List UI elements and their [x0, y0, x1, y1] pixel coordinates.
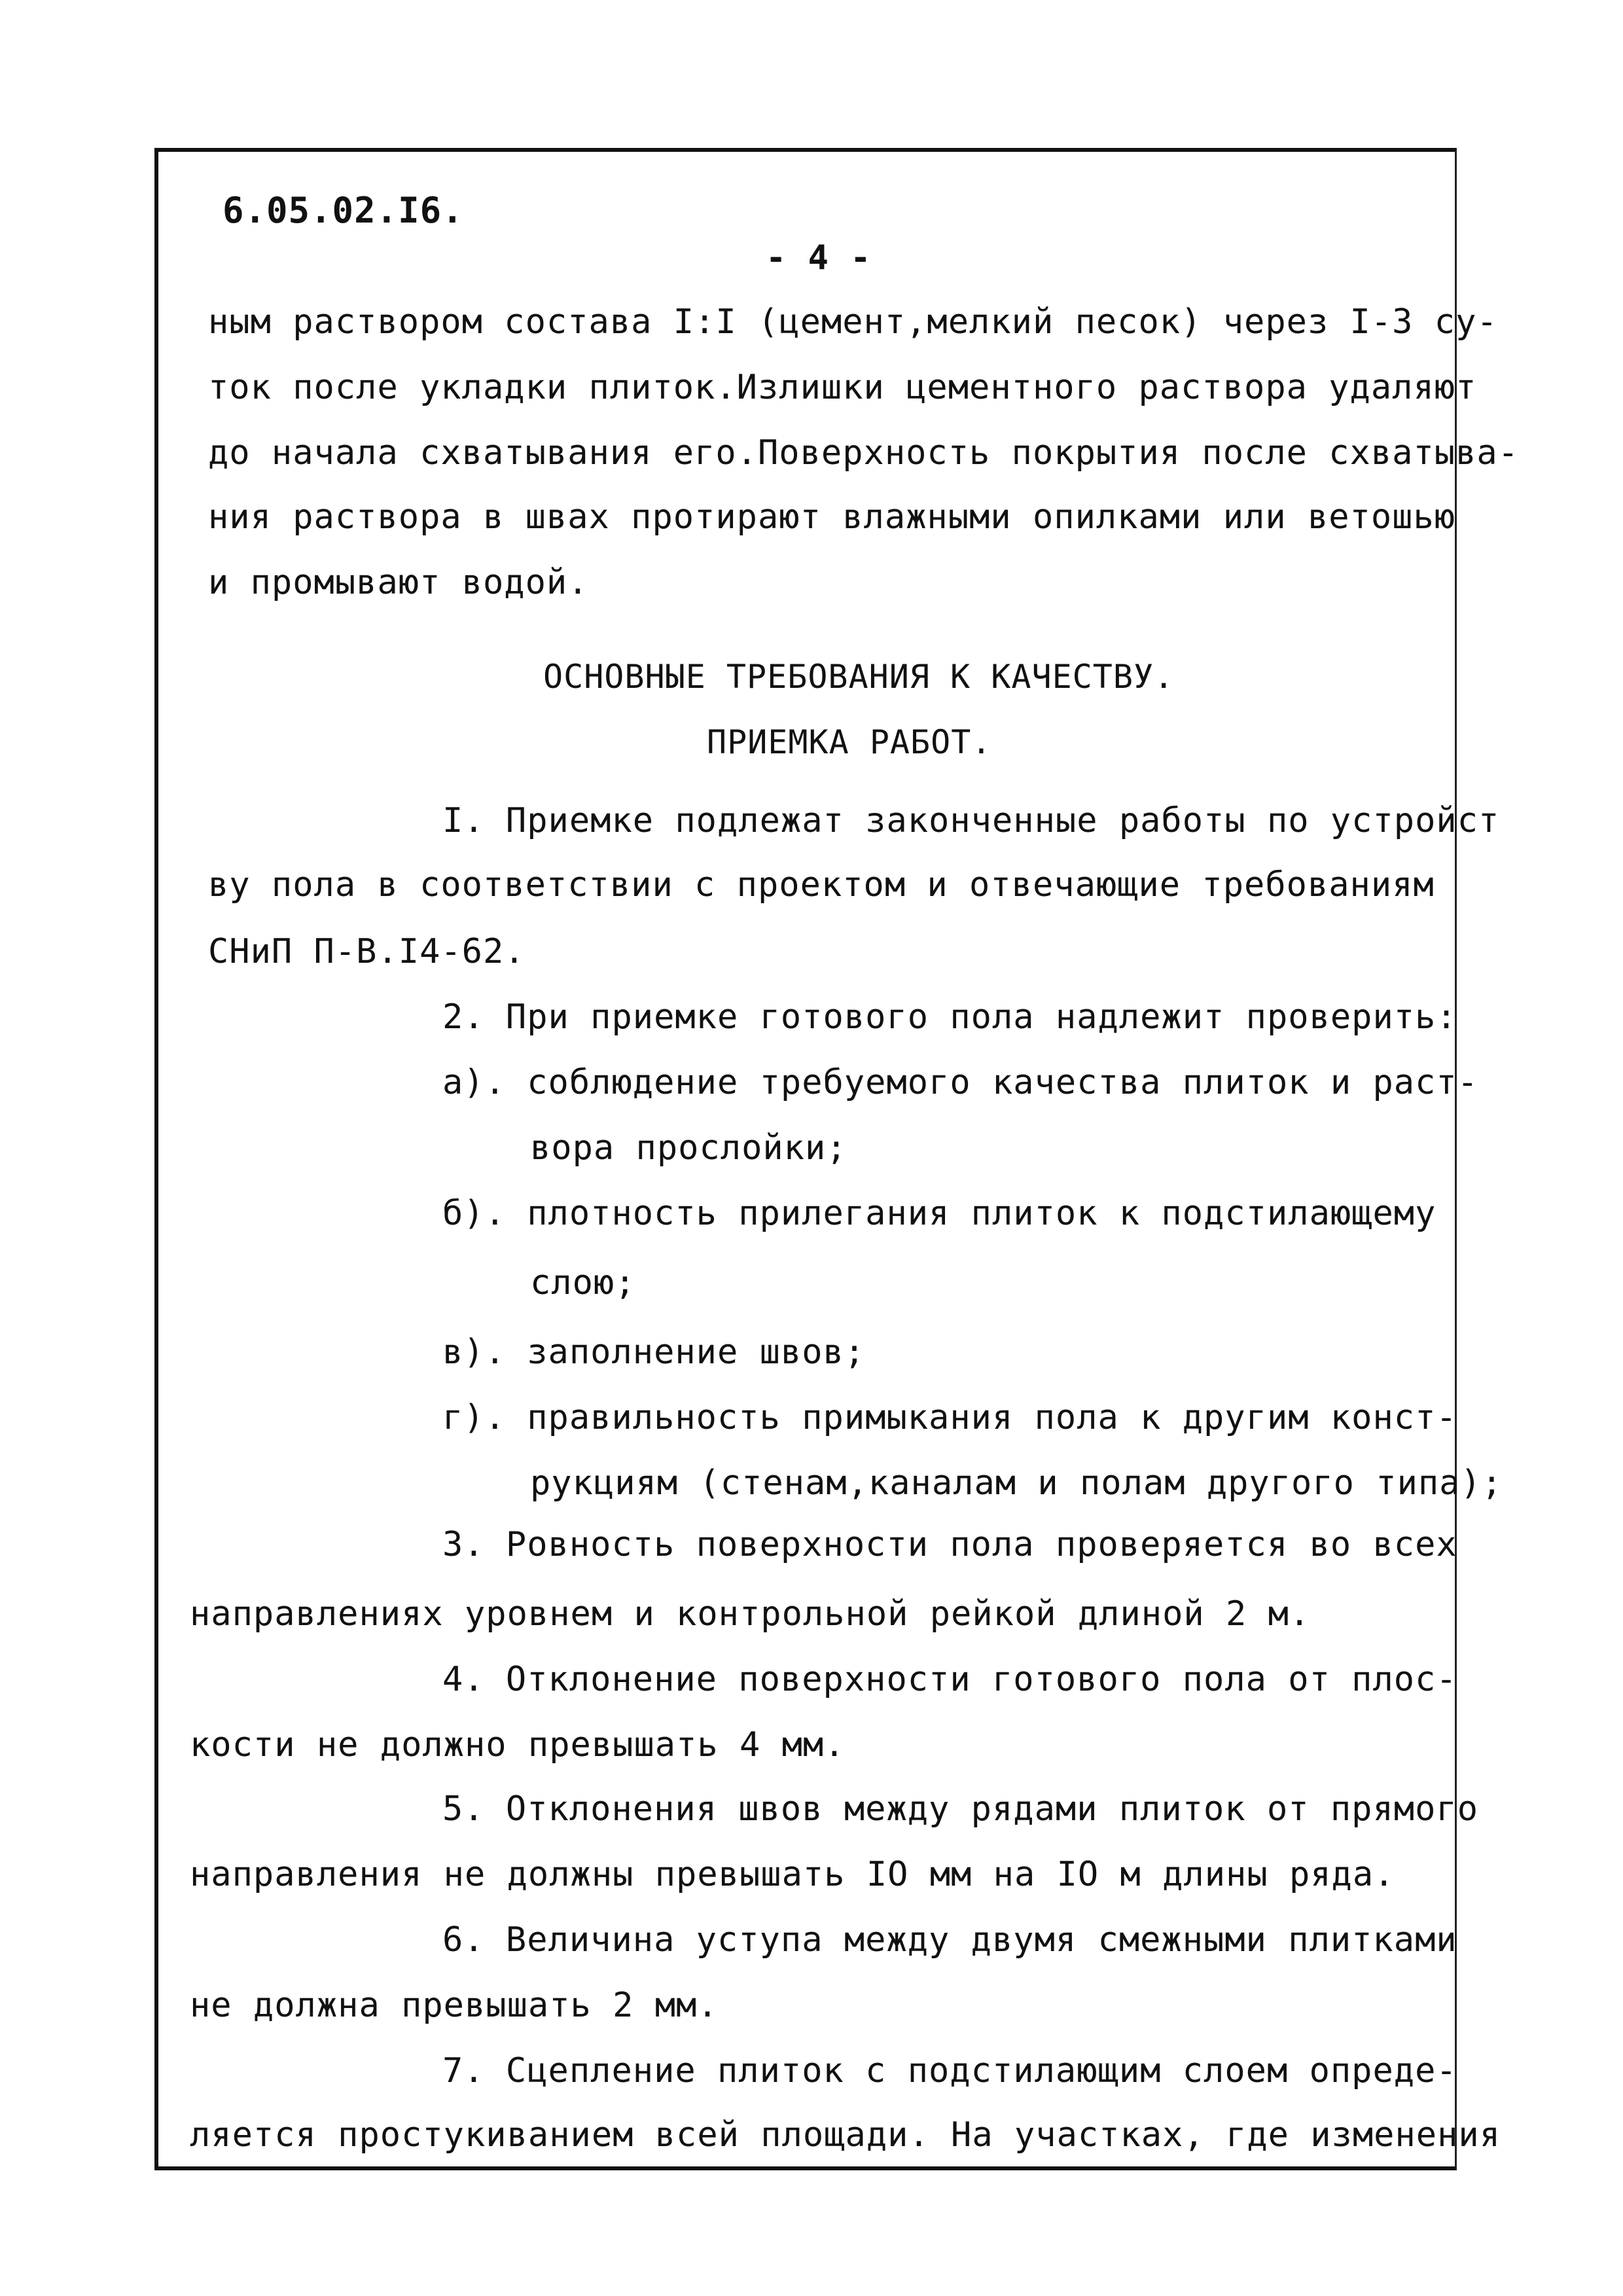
list-item: 5. Отклонения швов между рядами плиток от прямого: [442, 1789, 1479, 1829]
list-item: 7. Сцепление плиток с подстилающим слоем опреде-: [442, 2051, 1457, 2090]
text-line: ния раствора в швах протирают влажными опилками или ветошью: [208, 497, 1456, 537]
list-item: ву пола в соответствии с проектом и отвечающие требованиям: [208, 865, 1435, 905]
list-item: направлениях уровнем и контрольной рейкой длиной 2 м.: [190, 1594, 1311, 1634]
sub-item-continuation: вора прослойки;: [530, 1128, 847, 1168]
document-code: 6.05.02.I6.: [223, 190, 464, 231]
list-item: не должна превышать 2 мм.: [190, 1986, 719, 2025]
text-line: ток после укладки плиток.Излишки цементного раствора удаляют: [208, 368, 1477, 407]
text-line: и промывают водой.: [208, 563, 589, 602]
text-line: до начала схватывания его.Поверхность покрытия после схватыва-: [208, 433, 1520, 473]
list-item: СНиП П-В.I4-62.: [208, 932, 526, 971]
page-number: - 4 -: [766, 238, 872, 278]
text-line: ным раствором состава I:I (цемент,мелкий песок) через I-3 су-: [208, 302, 1498, 342]
list-item: 2. При приемке готового пола надлежит проверить:: [442, 997, 1457, 1037]
sub-item: в). заполнение швов;: [442, 1333, 866, 1372]
section-heading: ОСНОВНЫЕ ТРЕБОВАНИЯ К КАЧЕСТВУ.: [543, 658, 1175, 696]
sub-item: а). соблюдение требуемого качества плиток и раст-: [442, 1063, 1479, 1102]
list-item: направления не должны превышать IO мм на IO м длины ряда.: [190, 1855, 1395, 1894]
sub-item: б). плотность прилегания плиток к подстилающему: [442, 1194, 1436, 1233]
list-item: 6. Величина уступа между двумя смежными плитками: [442, 1920, 1457, 1960]
list-item: кости не должно превышать 4 мм.: [190, 1725, 846, 1765]
section-subheading: ПРИЕМКА РАБОТ.: [707, 723, 992, 761]
list-item: ляется простукиванием всей площади. На участках, где изменения: [190, 2115, 1501, 2155]
sub-item: г). правильность примыкания пола к другим конст-: [442, 1398, 1457, 1437]
sub-item-continuation: рукциям (стенам,каналам и полам другого типа);: [530, 1463, 1503, 1503]
list-item: 3. Ровность поверхности пола проверяется во всех: [442, 1525, 1457, 1564]
sub-item-continuation: слою;: [530, 1263, 636, 1302]
list-item: I. Приемке подлежат законченные работы по устройст: [442, 801, 1500, 840]
list-item: 4. Отклонение поверхности готового пола от плос-: [442, 1660, 1457, 1699]
